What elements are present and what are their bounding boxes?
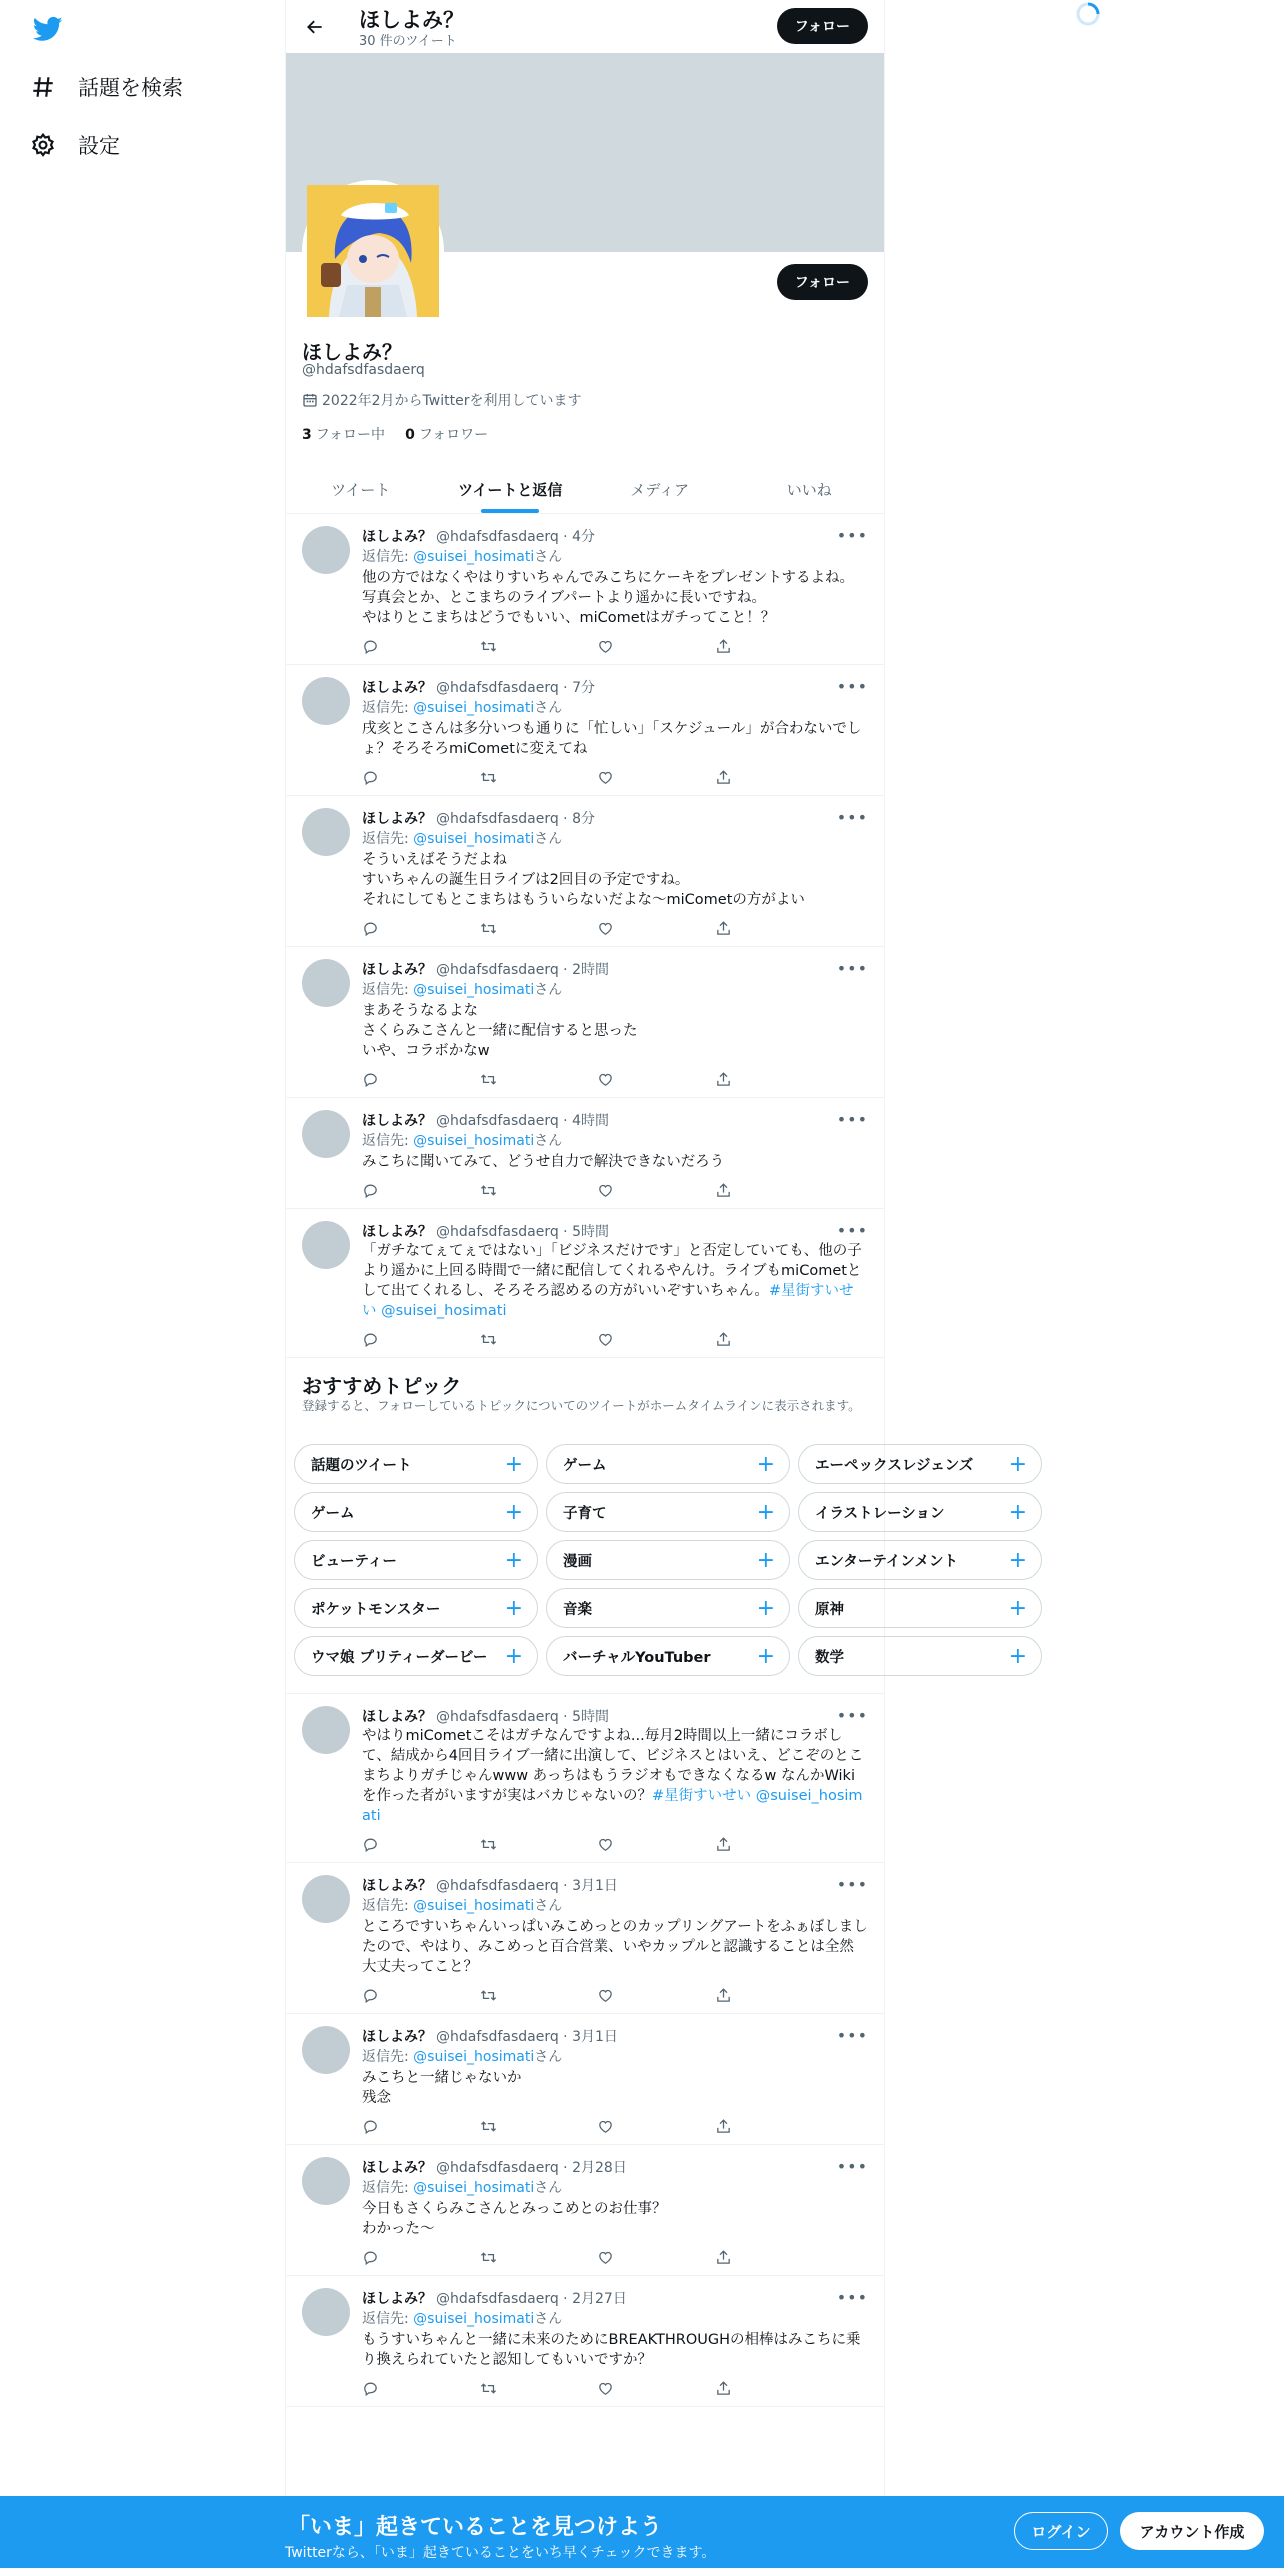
like-icon[interactable]: [597, 1071, 614, 1088]
reply-icon[interactable]: [362, 1071, 379, 1088]
tweet-actions: [362, 2239, 792, 2275]
retweet-icon[interactable]: [480, 2249, 497, 2266]
more-icon[interactable]: •••: [836, 2288, 868, 2307]
reply-to: 返信先: @suisei_hosimatiさん: [362, 1898, 563, 1914]
reply-icon[interactable]: [362, 638, 379, 655]
plus-icon[interactable]: +: [756, 1547, 775, 1573]
topic-pill[interactable]: [546, 1492, 790, 1532]
topic-pill[interactable]: [294, 1492, 538, 1532]
tweet-author-name[interactable]: ほしよみ？: [362, 1709, 432, 1725]
tweet-time[interactable]: 8分: [572, 811, 596, 827]
share-icon[interactable]: [715, 1987, 732, 2004]
tweet-author-name[interactable]: ほしよみ？: [362, 2291, 432, 2307]
more-icon[interactable]: •••: [836, 526, 868, 545]
tweet-author-name[interactable]: ほしよみ？: [362, 962, 432, 978]
tweet-actions: [362, 1172, 792, 1208]
profile-handle: @hdafsdfasdaerq: [302, 362, 425, 378]
share-icon[interactable]: [715, 1331, 732, 1348]
topic-label: ゲーム: [311, 1505, 355, 1522]
tweet-author-name[interactable]: ほしよみ？: [362, 680, 432, 696]
tweet-author-handle[interactable]: @hdafsdfasdaerq: [436, 529, 559, 545]
tweet-actions: [362, 2370, 792, 2406]
tweet-author-name[interactable]: ほしよみ？: [362, 1878, 432, 1894]
tweet-count: 30 件のツイート: [359, 34, 457, 49]
plus-icon[interactable]: +: [756, 1595, 775, 1621]
profile-stats: [302, 424, 488, 444]
calendar-icon: [302, 392, 318, 408]
tweet-time[interactable]: 3月1日: [572, 1878, 618, 1894]
topic-grid: [294, 1444, 1027, 1684]
like-icon[interactable]: [597, 2380, 614, 2397]
signup-banner-subtitle: Twitterなら、「いま」起きていることをいち早くチェックできます。: [285, 2545, 716, 2561]
tweet-time[interactable]: 2時間: [572, 962, 610, 978]
tweet-author-handle[interactable]: @hdafsdfasdaerq: [436, 1709, 559, 1725]
retweet-icon[interactable]: [480, 2380, 497, 2397]
more-icon[interactable]: •••: [836, 677, 868, 696]
retweet-icon[interactable]: [480, 2118, 497, 2135]
tweet[interactable]: [286, 665, 884, 796]
main-column: [285, 0, 1027, 2568]
reply-icon[interactable]: [362, 920, 379, 937]
tweet-actions: [362, 2108, 792, 2144]
signup-banner-title: 「いま」起きていることを見つけよう: [288, 2515, 663, 2540]
more-icon[interactable]: •••: [836, 959, 868, 978]
profile-joined-date: [302, 390, 581, 410]
tweet-text: そういえばそうだよね すいちゃんの誕生日ライブは2回目の予定ですね。 それにしてもとこまちはもういらないだよな～miCometの方がよい: [362, 852, 805, 908]
tweet-author-name[interactable]: ほしよみ？: [362, 2029, 432, 2045]
retweet-icon[interactable]: [480, 1987, 497, 2004]
reply-icon[interactable]: [362, 2249, 379, 2266]
retweet-icon[interactable]: [480, 1836, 497, 1853]
more-icon[interactable]: •••: [836, 2026, 868, 2045]
tweet[interactable]: [286, 1209, 884, 1358]
like-icon[interactable]: [597, 1182, 614, 1199]
more-icon[interactable]: •••: [836, 808, 868, 827]
retweet-icon[interactable]: [480, 920, 497, 937]
tweet-list-top: [286, 514, 884, 1358]
tweet-author-handle[interactable]: @hdafsdfasdaerq: [436, 1113, 559, 1129]
tweet-text: 戌亥とこさんは多分いつも通りに「忙しい」「スケジュール」が合わないでしょ？そろそろmiCometに変えてね: [362, 721, 862, 757]
avatar[interactable]: [302, 2157, 350, 2205]
topic-pill[interactable]: [546, 1636, 790, 1676]
topic-row: [294, 1540, 1027, 1580]
avatar[interactable]: [302, 1221, 350, 1269]
reply-to: 返信先: @suisei_hosimatiさん: [362, 2180, 563, 2196]
share-icon[interactable]: [715, 1071, 732, 1088]
reply-to: 返信先: @suisei_hosimatiさん: [362, 549, 563, 565]
tweet-time[interactable]: 5時間: [572, 1709, 610, 1725]
profile-tabs: [286, 466, 884, 514]
topic-label: ポケットモンスター: [311, 1601, 441, 1618]
tweet-actions: [362, 1977, 792, 2013]
tweet[interactable]: [286, 514, 884, 665]
plus-icon[interactable]: +: [504, 1595, 523, 1621]
profile-name: ほしよみ？: [302, 340, 402, 364]
topic-label: 話題のツイート: [311, 1457, 412, 1474]
tweet-text: もうすいちゃんと一緒に未来のためにBREAKTHROUGHの相棒はみこちに乗り換えられていたと認知してもいいですか？: [362, 2332, 861, 2368]
tweet-author-name[interactable]: ほしよみ？: [362, 1224, 432, 1240]
like-icon[interactable]: [597, 1836, 614, 1853]
mention-link[interactable]: @suisei_hosimati: [413, 2049, 535, 2065]
topic-pill[interactable]: [294, 1444, 538, 1484]
retweet-icon[interactable]: [480, 1182, 497, 1199]
reply-to: 返信先: @suisei_hosimatiさん: [362, 2311, 563, 2327]
plus-icon[interactable]: +: [1008, 1595, 1027, 1621]
share-icon[interactable]: [715, 2249, 732, 2266]
tweet-feed: [286, 514, 1027, 2407]
tweet-header: ほしよみ？ @hdafsdfasdaerq · 4時間: [362, 1113, 610, 1129]
more-icon[interactable]: •••: [836, 1706, 868, 1725]
tab-likes[interactable]: いいね: [786, 481, 832, 499]
plus-icon[interactable]: +: [1008, 1643, 1027, 1669]
share-icon[interactable]: [715, 2118, 732, 2135]
topic-pill[interactable]: [294, 1636, 538, 1676]
mention-link[interactable]: @suisei_hosimati: [413, 700, 535, 716]
topic-label: エーペックスレジェンズ: [815, 1457, 974, 1474]
avatar-illustration: [307, 185, 439, 317]
joined-text: 2022年2月からTwitterを利用しています: [322, 393, 582, 409]
share-icon[interactable]: [715, 1182, 732, 1199]
reply-to: 返信先: @suisei_hosimatiさん: [362, 1133, 563, 1149]
avatar[interactable]: [302, 526, 350, 574]
tweet-header: ほしよみ？ @hdafsdfasdaerq · 2月27日: [362, 2291, 627, 2307]
mention-link[interactable]: @suisei_hosimati: [413, 2311, 535, 2327]
like-icon[interactable]: [597, 638, 614, 655]
tweet-actions: [362, 910, 792, 946]
topic-pill[interactable]: [798, 1444, 1042, 1484]
like-icon[interactable]: [597, 2249, 614, 2266]
tweet[interactable]: [286, 1694, 884, 1863]
topic-label: 数学: [815, 1649, 844, 1666]
topic-label: イラストレーション: [815, 1505, 945, 1522]
avatar[interactable]: [302, 808, 350, 856]
tab-tweets[interactable]: ツイート: [331, 481, 391, 499]
sidebar-item-settings[interactable]: [30, 125, 120, 165]
tweet[interactable]: [286, 2014, 884, 2145]
topic-pill[interactable]: [798, 1492, 1042, 1532]
plus-icon[interactable]: +: [756, 1451, 775, 1477]
mention-link[interactable]: @suisei_hosimati: [413, 1133, 535, 1149]
reply-icon[interactable]: [362, 2380, 379, 2397]
like-icon[interactable]: [597, 1331, 614, 1348]
hashtag-link[interactable]: #星街すいせい @suisei_hosimati: [362, 1788, 863, 1824]
tweet-time[interactable]: 7分: [572, 680, 596, 696]
avatar[interactable]: [302, 2288, 350, 2336]
tweet-author-handle[interactable]: @hdafsdfasdaerq: [436, 2160, 559, 2176]
topic-pill[interactable]: [546, 1444, 790, 1484]
follow-button[interactable]: フォロー: [777, 264, 868, 300]
avatar[interactable]: [302, 2026, 350, 2074]
avatar[interactable]: [302, 959, 350, 1007]
tweet-text: まあそうなるよな さくらみこさんと一緒に配信すると思った いや、コラボかなw: [362, 1003, 638, 1059]
like-icon[interactable]: [597, 1987, 614, 2004]
tweet-header: ほしよみ？ @hdafsdfasdaerq · 8分: [362, 811, 596, 827]
tweet-header: ほしよみ？ @hdafsdfasdaerq · 2月28日: [362, 2160, 627, 2176]
reply-to: 返信先: @suisei_hosimatiさん: [362, 831, 563, 847]
retweet-icon[interactable]: [480, 638, 497, 655]
tab-media[interactable]: メディア: [630, 481, 690, 499]
tweet-text: ところですいちゃんいっぱいみこめっとのカップリングアートをふぁぼしましたので、やはり、みこめっと百合営業、いやカップルと認識することは全然大丈夫ってこと？: [362, 1919, 868, 1975]
header-title: ほしよみ？: [359, 8, 464, 32]
plus-icon[interactable]: +: [504, 1643, 523, 1669]
plus-icon[interactable]: +: [504, 1499, 523, 1525]
tweet-author-handle[interactable]: @hdafsdfasdaerq: [436, 2291, 559, 2307]
tweet-header: ほしよみ？ @hdafsdfasdaerq · 2時間: [362, 962, 610, 978]
avatar[interactable]: [302, 1706, 350, 1754]
tweet[interactable]: [286, 1863, 884, 2014]
tweet-author-handle[interactable]: @hdafsdfasdaerq: [436, 1878, 559, 1894]
plus-icon[interactable]: +: [756, 1643, 775, 1669]
avatar[interactable]: [302, 1110, 350, 1158]
tweet-header: ほしよみ？ @hdafsdfasdaerq · 7分: [362, 680, 596, 696]
reply-icon[interactable]: [362, 769, 379, 786]
share-icon[interactable]: [715, 920, 732, 937]
plus-icon[interactable]: +: [756, 1499, 775, 1525]
reply-icon[interactable]: [362, 2118, 379, 2135]
following-link[interactable]: 3 フォロー中: [302, 427, 386, 443]
topic-label: ビューティー: [311, 1553, 397, 1570]
retweet-icon[interactable]: [480, 1331, 497, 1348]
retweet-icon[interactable]: [480, 1071, 497, 1088]
topic-label: 漫画: [563, 1553, 592, 1570]
mention-link[interactable]: @suisei_hosimati: [413, 831, 535, 847]
share-icon[interactable]: [715, 2380, 732, 2397]
topic-label: ウマ娘 プリティーダービー: [311, 1649, 488, 1666]
topic-label: 音楽: [563, 1601, 592, 1618]
tweet-header: ほしよみ？ @hdafsdfasdaerq · 5時間: [362, 1709, 610, 1725]
tweet-text: 「ガチなてぇてぇではない」「ビジネスだけです」と否定していても、他の子より遥かに上回る時間で一緒に配信してくれるやんけ。ライブもmiCometとして出てくれるし、そろそろ認めるの方がいいぞすいちゃん。#星街すいせい @suisei_hosimati: [362, 1243, 862, 1319]
plus-icon[interactable]: +: [504, 1451, 523, 1477]
tab-tweets-and-replies[interactable]: ツイートと返信: [436, 466, 586, 513]
tweet-author-handle[interactable]: @hdafsdfasdaerq: [436, 2029, 559, 2045]
sidebar-item-label: 話題を検索: [78, 76, 183, 100]
avatar[interactable]: [302, 677, 350, 725]
mention-link[interactable]: @suisei_hosimati: [413, 982, 535, 998]
signup-banner: [0, 2496, 1284, 2568]
topic-row: [294, 1444, 1027, 1484]
topic-label: ゲーム: [563, 1457, 607, 1474]
login-button[interactable]: ログイン: [1014, 2512, 1108, 2550]
mention-link[interactable]: @suisei_hosimati: [413, 1898, 535, 1914]
reply-icon[interactable]: [362, 1836, 379, 1853]
tweet-actions: [362, 1321, 792, 1357]
twitter-logo-icon[interactable]: [33, 14, 63, 44]
sidebar-item-explore[interactable]: [30, 67, 183, 107]
share-icon[interactable]: [715, 1836, 732, 1853]
topic-pill[interactable]: [294, 1588, 538, 1628]
reply-to: 返信先: @suisei_hosimatiさん: [362, 982, 563, 998]
tweet-header: ほしよみ？ @hdafsdfasdaerq · 4分: [362, 529, 596, 545]
more-icon[interactable]: •••: [836, 1221, 868, 1240]
more-icon[interactable]: •••: [836, 1110, 868, 1129]
gear-icon: [30, 132, 56, 158]
tweet[interactable]: [286, 2276, 884, 2407]
plus-icon[interactable]: +: [1008, 1451, 1027, 1477]
plus-icon[interactable]: +: [1008, 1547, 1027, 1573]
tweet[interactable]: [286, 947, 884, 1098]
topic-row: [294, 1588, 1027, 1628]
tweet-text: やはりmiCometこそはガチなんですよね...毎月2時間以上一緒にコラボして、結成から4回目ライブ一緒に出演して、ビジネスとはいえ、どこぞのとこまちよりガチじゃんwww あっちはもうラジオもできなくなるw なんかWikiを作った者がいますが実はバカじゃないの？#星街すいせい @suisei_hosimati: [362, 1728, 864, 1824]
tweet-time[interactable]: 4時間: [572, 1113, 610, 1129]
tweet-time[interactable]: 5時間: [572, 1224, 610, 1240]
tweet-author-name[interactable]: ほしよみ？: [362, 811, 432, 827]
back-button[interactable]: [300, 12, 330, 42]
tweet-author-handle[interactable]: @hdafsdfasdaerq: [436, 680, 559, 696]
tweet[interactable]: [286, 2145, 884, 2276]
topic-row: [294, 1492, 1027, 1532]
followers-link[interactable]: 0 フォロワー: [405, 427, 489, 443]
tweet-time[interactable]: 2月27日: [572, 2291, 627, 2307]
reply-icon[interactable]: [362, 1987, 379, 2004]
tweet-actions: [362, 759, 792, 795]
tweet-time[interactable]: 2月28日: [572, 2160, 627, 2176]
like-icon[interactable]: [597, 920, 614, 937]
topic-pill[interactable]: [798, 1588, 1042, 1628]
tweet-text: 今日もさくらみこさんとみっこめとのお仕事？ わかった～: [362, 2201, 667, 2237]
mention-link[interactable]: @suisei_hosimati: [413, 2180, 535, 2196]
reply-to: 返信先: @suisei_hosimatiさん: [362, 2049, 563, 2065]
reply-to: 返信先: @suisei_hosimatiさん: [362, 700, 563, 716]
avatar[interactable]: [302, 1875, 350, 1923]
tweet-header: ほしよみ？ @hdafsdfasdaerq · 3月1日: [362, 2029, 618, 2045]
topic-pill[interactable]: [798, 1540, 1042, 1580]
tweet-text: みこちに聞いてみて、どうせ自力で解決できないだろう: [362, 1154, 725, 1170]
hashtag-link[interactable]: #星街すいせい @suisei_hosimati: [362, 1283, 854, 1319]
tweet-actions: [362, 1826, 792, 1862]
more-icon[interactable]: •••: [836, 1875, 868, 1894]
tweet-author-handle[interactable]: @hdafsdfasdaerq: [436, 811, 559, 827]
topic-pill[interactable]: [546, 1540, 790, 1580]
topic-pill[interactable]: [798, 1636, 1042, 1676]
arrow-left-icon: [305, 17, 325, 37]
share-icon[interactable]: [715, 769, 732, 786]
tweet-list-bottom: [286, 1694, 884, 2407]
topic-label: 原神: [815, 1601, 844, 1618]
like-icon[interactable]: [597, 2118, 614, 2135]
reply-icon[interactable]: [362, 1182, 379, 1199]
signup-button[interactable]: アカウント作成: [1120, 2512, 1264, 2550]
mention-link[interactable]: @suisei_hosimati: [413, 549, 535, 565]
tweet-text: みこちと一緒じゃないか 残念: [362, 2070, 522, 2106]
topic-pill[interactable]: [546, 1588, 790, 1628]
like-icon[interactable]: [597, 769, 614, 786]
sidebar-item-label: 設定: [78, 134, 120, 158]
retweet-icon[interactable]: [480, 769, 497, 786]
topic-row: [294, 1636, 1027, 1676]
topic-label: バーチャルYouTuber: [563, 1649, 711, 1666]
topic-pill[interactable]: [294, 1540, 538, 1580]
tweet-actions: [362, 1061, 792, 1097]
tweet-author-name[interactable]: ほしよみ？: [362, 529, 432, 545]
tweet-author-name[interactable]: ほしよみ？: [362, 2160, 432, 2176]
tweet-header: ほしよみ？ @hdafsdfasdaerq · 5時間: [362, 1224, 610, 1240]
follow-button-header[interactable]: フォロー: [777, 8, 868, 44]
tweet-author-handle[interactable]: @hdafsdfasdaerq: [436, 1224, 559, 1240]
more-icon[interactable]: •••: [836, 2157, 868, 2176]
tweet-author-name[interactable]: ほしよみ？: [362, 1113, 432, 1129]
profile-header-bar: [286, 0, 884, 53]
tweet[interactable]: [286, 796, 884, 947]
plus-icon[interactable]: +: [1008, 1499, 1027, 1525]
tweet-text: 他の方ではなくやはりすいちゃんでみこちにケーキをプレゼントするよね。 写真会とか、とこまちのライブパートより遥かに長いですね。 やはりとこまちはどうでもいい、miCometはガチってこと！？: [362, 570, 854, 626]
topic-label: エンターテインメント: [815, 1553, 958, 1570]
reply-icon[interactable]: [362, 1331, 379, 1348]
tweet[interactable]: [286, 1098, 884, 1209]
topics-description: 登録すると、フォローしているトピックについてのツイートがホームタイムラインに表示されます。: [302, 1398, 861, 1413]
tweet-time[interactable]: 4分: [572, 529, 596, 545]
profile-avatar[interactable]: [302, 180, 444, 322]
topic-label: 子育て: [563, 1505, 607, 1522]
tweet-header: ほしよみ？ @hdafsdfasdaerq · 3月1日: [362, 1878, 618, 1894]
plus-icon[interactable]: +: [504, 1547, 523, 1573]
tweet-actions: [362, 628, 792, 664]
recommended-topics: [286, 1358, 1027, 1694]
tweet-author-handle[interactable]: @hdafsdfasdaerq: [436, 962, 559, 978]
hashtag-icon: [30, 74, 56, 100]
share-icon[interactable]: [715, 638, 732, 655]
loading-spinner-icon: [1076, 2, 1100, 26]
tweet-time[interactable]: 3月1日: [572, 2029, 618, 2045]
topics-title: おすすめトピック: [302, 1374, 462, 1398]
